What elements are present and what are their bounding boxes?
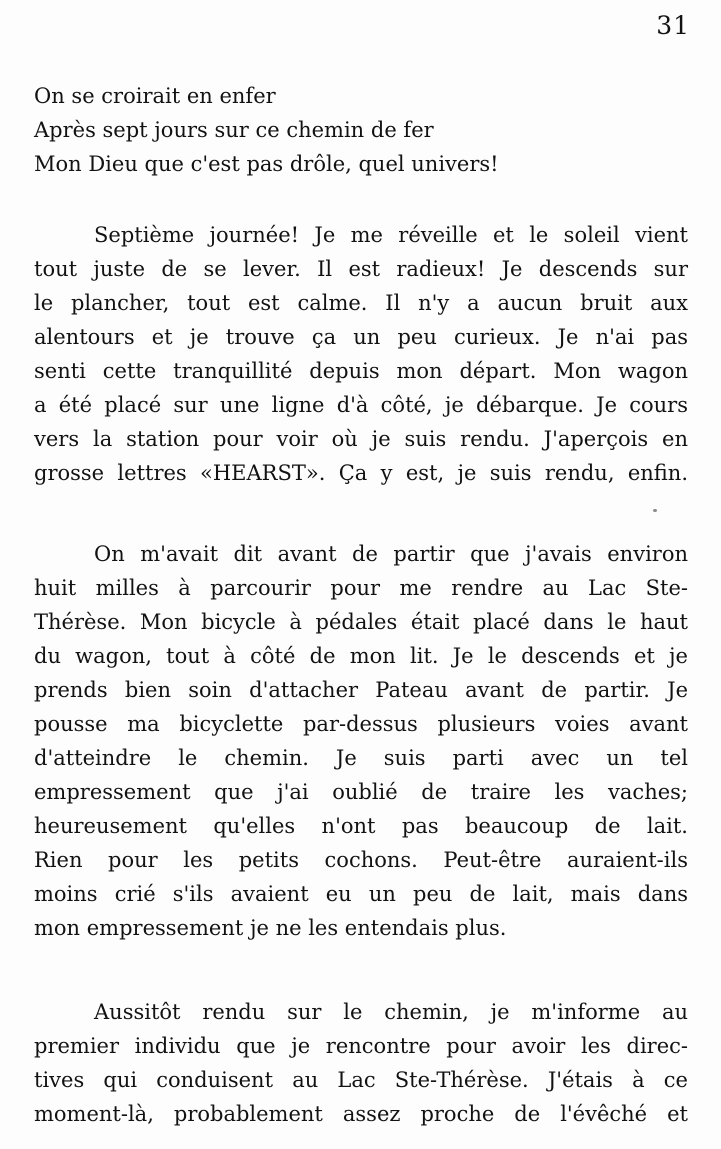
paragraph-3 (34, 995, 688, 1131)
text-line: huit milles à parcourir pour me rendre au Lac Ste- (34, 576, 688, 600)
text-line: Thérèse. Mon bicycle à pédales était placé dans le haut (34, 610, 688, 634)
scan-speck (653, 509, 657, 512)
verse-block (34, 79, 688, 181)
text-line: Septième journée! Je me réveille et le soleil vient (94, 223, 688, 247)
paragraph-2 (34, 537, 688, 945)
text-line: pousse ma bicyclette par-dessus plusieurs voies avant (34, 712, 688, 736)
text-line: prends bien soin d'attacher Pateau avant de partir. Je (34, 678, 688, 702)
text-line: le plancher, tout est calme. Il n'y a aucun bruit aux (34, 291, 688, 315)
verse-line: On se croirait en enfer (34, 84, 276, 108)
text-line: Rien pour les petits cochons. Peut-être auraient-ils (34, 848, 688, 872)
text-line: alentours et je trouve ça un peu curieux. Je n'ai pas (34, 325, 688, 349)
text-line: mon empressement je ne les entendais plus. (34, 916, 507, 940)
text-line: moment-là, probablement assez proche de l'évêché et (34, 1102, 688, 1126)
paragraph-1 (34, 218, 688, 490)
text-line: moins crié s'ils avaient eu un peu de lait, mais dans (34, 882, 688, 906)
text-line: heureusement qu'elles n'ont pas beaucoup de lait. (34, 814, 688, 838)
text-line: tives qui conduisent au Lac Ste-Thérèse. J'étais à ce (34, 1068, 688, 1092)
text-line: Aussitôt rendu sur le chemin, je m'informe au (94, 1000, 688, 1024)
text-line: senti cette tranquillité depuis mon départ. Mon wagon (34, 359, 688, 383)
text-line: On m'avait dit avant de partir que j'avais environ (94, 542, 688, 566)
text-line: grosse lettres «HEARST». Ça y est, je suis rendu, enfin. (34, 461, 688, 485)
text-line: empressement que j'ai oublié de traire les vaches; (34, 780, 688, 804)
text-line: premier individu que je rencontre pour avoir les direc- (34, 1034, 688, 1058)
page-number: 31 (656, 11, 690, 40)
text-line: vers la station pour voir où je suis rendu. J'aperçois en (34, 427, 688, 451)
verse-line: Après sept jours sur ce chemin de fer (34, 118, 434, 142)
text-line: du wagon, tout à côté de mon lit. Je le descends et je (34, 644, 688, 668)
text-line: a été placé sur une ligne d'à côté, je débarque. Je cours (34, 393, 688, 417)
text-line: d'atteindre le chemin. Je suis parti avec un tel (34, 746, 688, 770)
text-line: tout juste de se lever. Il est radieux! Je descends sur (34, 257, 688, 281)
verse-line: Mon Dieu que c'est pas drôle, quel univers! (34, 152, 499, 176)
